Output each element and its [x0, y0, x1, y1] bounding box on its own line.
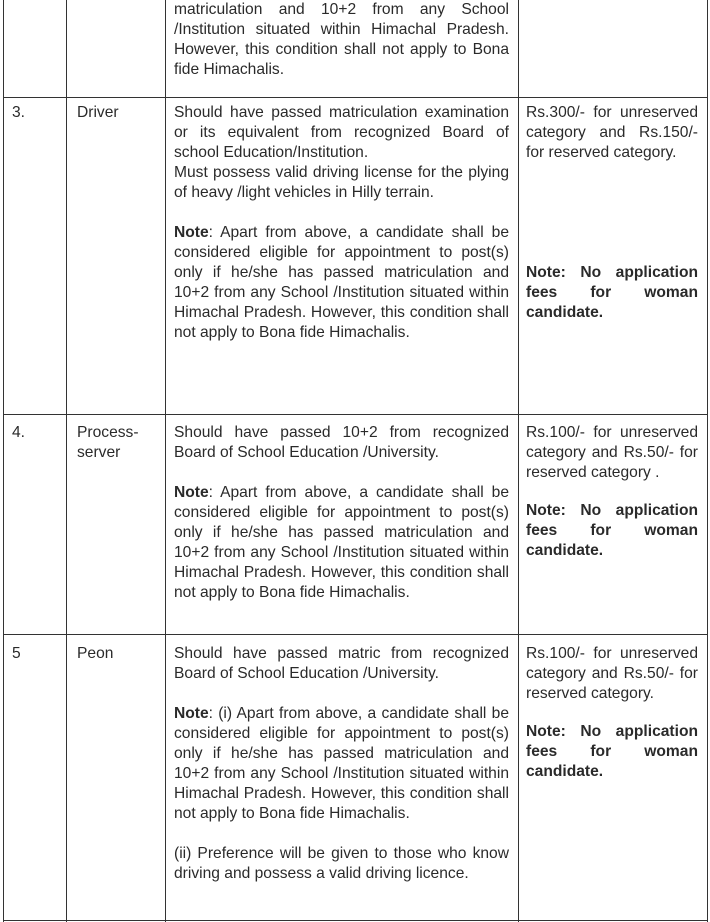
fee-note: Note: No application fees for woman candidate.	[526, 502, 698, 559]
table-row-eligibility: Should have passed 10+2 from recognized Board of School Education /University. Note: Apart from above, a candidate shall be considered eligible for appointment to post(s) only if he/she has passed matriculation and 10+2 from any School /Institution situated within Himachal Pradesh. However, this condition shall not apply to Bona fide Himachalis.	[174, 424, 509, 601]
eligibility-continuation: matriculation and 10+2 from any School /Institution situated within Himachal Pradesh. However, this condition shall not apply to Bona fide Himachalis.	[174, 1, 509, 78]
table-row-sno: 3.	[12, 104, 26, 121]
fee-note: Note: No application fees for woman candidate.	[526, 723, 698, 780]
table-row-fee: Rs.100/- for unreserved category and Rs.50/- for reserved category. Note: No application fees for woman candidate.	[526, 645, 698, 780]
table-row-fee: Rs.100/- for unreserved category and Rs.50/- for reserved category . Note: No application fees for woman candidate.	[526, 424, 698, 559]
table-row-fee: Rs.300/- for unreserved category and Rs.150/- for reserved category. Note: No application fees for woman candidate.	[526, 104, 698, 321]
table-row-eligibility: Should have passed matriculation examination or its equivalent from recognized Board of school Education/Institution. Must possess valid driving license for the plying of heavy /light vehicles in Hilly terrain. Note: Apart from above, a candidate shall be considered eligible for appointment to post(s) only if he/she has passed matriculation and 10+2 from any School /Institution situated within Himachal Pradesh. However, this condition shall not apply to Bona fide Himachalis.	[174, 104, 509, 341]
table-border-left	[3, 0, 4, 922]
column-divider-eligibility	[518, 0, 519, 922]
row-divider	[3, 634, 708, 635]
table-row-sno: 5	[12, 645, 21, 662]
row-divider	[3, 414, 708, 415]
table-border-bottom	[3, 920, 708, 921]
column-divider-sno	[66, 0, 67, 922]
row-divider	[3, 97, 708, 98]
table-row-post: Driver	[77, 104, 119, 121]
column-divider-post	[165, 0, 166, 922]
note-label: Note	[174, 224, 209, 241]
table-row-eligibility: Should have passed matric from recognized Board of School Education /University. Note: (i) Apart from above, a candidate shall be considered eligible for appointment to post(s) only if he/she has passed matriculation and 10+2 from any School /Institution situated within Himachal Pradesh. However, this condition shall not apply to Bona fide Himachalis. (ii) Preference will be given to those who know driving and possess a valid driving licence.	[174, 645, 509, 882]
fee-note: Note: No application fees for woman candidate.	[526, 264, 698, 321]
table-row-post: Process-server	[77, 424, 139, 461]
table-row-post: Peon	[77, 645, 114, 662]
note-label: Note	[174, 484, 209, 501]
table-row-sno: 4.	[12, 424, 26, 441]
table-border-right	[707, 0, 708, 922]
note-label: Note	[174, 705, 209, 722]
